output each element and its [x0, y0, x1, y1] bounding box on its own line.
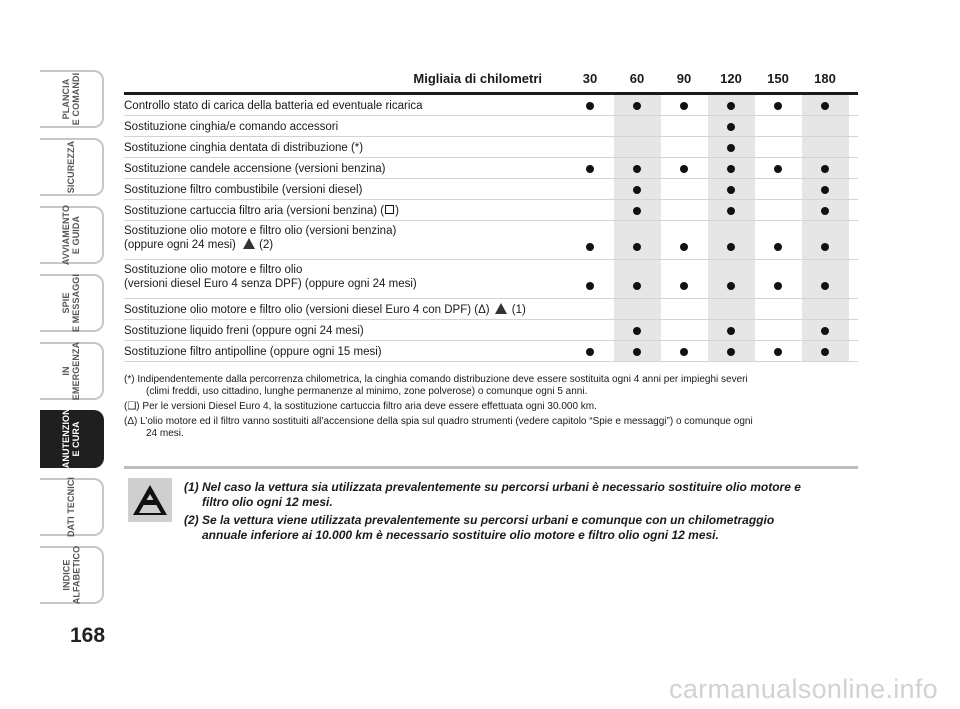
warning-text: (1) Nel caso la vettura sia utilizzata prevalentemente su percorsi urbani è necessario sostituire olio motore e: [184, 480, 801, 494]
service-mark: [727, 243, 735, 251]
table-row: [124, 320, 858, 341]
service-mark: [727, 282, 735, 290]
column-shade: [708, 299, 755, 319]
row-text-line: Sostituzione olio motore e filtro olio (versioni diesel Euro 4 con DPF) (Δ): [124, 304, 490, 316]
footnote: [124, 416, 858, 440]
tab-dati-tecnici[interactable]: [40, 478, 104, 536]
table-row: [124, 95, 858, 116]
warning-text: filtro olio ogni 12 mesi.: [202, 495, 333, 509]
km-column-header: 150: [767, 71, 789, 86]
row-description: [124, 141, 564, 155]
tab-label: SPIE E MESSAGGI: [60, 273, 81, 333]
service-mark: [633, 207, 641, 215]
column-shade: [802, 260, 849, 298]
km-column-header: 30: [582, 71, 598, 86]
service-mark: [586, 165, 594, 173]
row-text-line: Controllo stato di carica della batteria ed eventuale ricarica: [124, 100, 423, 112]
row-text-line: Sostituzione filtro combustibile (versioni diesel): [124, 184, 363, 196]
footnotes: [124, 374, 858, 443]
row-text-line: Sostituzione olio motore e filtro olio: [124, 264, 303, 276]
service-mark: [821, 327, 829, 335]
service-mark: [727, 207, 735, 215]
tab-manutenzione-cura[interactable]: [40, 402, 104, 476]
km-column-header: 90: [676, 71, 692, 86]
warning-text: (2) Se la vettura viene utilizzata prevalentemente su percorsi urbani e comunque con un chilometraggio: [184, 513, 775, 527]
service-mark: [680, 282, 688, 290]
service-mark: [774, 348, 782, 356]
row-text-line: Sostituzione olio motore e filtro olio (versioni benzina): [124, 225, 397, 237]
row-description: [124, 162, 564, 176]
air-filter-symbol-icon: [385, 205, 394, 214]
tab-label: AVVIAMENTO E GUIDA: [61, 204, 81, 266]
oil-warning-icon: [243, 238, 255, 249]
column-shade: [614, 260, 661, 298]
row-description: [124, 303, 564, 317]
table-row: [124, 137, 858, 158]
row-description: [124, 263, 564, 291]
row-description: [124, 204, 564, 218]
row-description: [124, 120, 564, 134]
km-column-header: 180: [814, 71, 836, 86]
service-mark: [821, 165, 829, 173]
tab-label: MANUTENZIONE E CURA: [61, 402, 82, 476]
tab-label: DATI TECNICI: [66, 476, 76, 538]
service-mark: [774, 282, 782, 290]
tab-plancia-comandi[interactable]: [40, 70, 104, 128]
footnote: [124, 374, 858, 398]
tab-sicurezza[interactable]: [40, 138, 104, 196]
column-shade: [614, 299, 661, 319]
service-mark: [586, 348, 594, 356]
tab-label: IN EMERGENZA: [61, 341, 81, 401]
row-text-line: Sostituzione cinghia dentata di distribuzione (*): [124, 142, 364, 154]
table-row: [124, 116, 858, 137]
column-shade: [708, 260, 755, 298]
row-text-line: Sostituzione filtro antipolline (oppure ogni 15 mesi): [124, 346, 382, 358]
tab-in-emergenza[interactable]: [40, 342, 104, 400]
row-description: [124, 183, 564, 197]
service-mark: [821, 207, 829, 215]
row-text-line: Sostituzione candele accensione (versioni benzina): [124, 163, 386, 175]
service-mark: [633, 165, 641, 173]
service-mark: [633, 327, 641, 335]
row-text-line: Sostituzione cinghia/e comando accessori: [124, 121, 339, 133]
service-mark: [680, 165, 688, 173]
warning-notes: [184, 480, 854, 546]
column-shade: [708, 221, 755, 259]
row-description: [124, 324, 564, 338]
tab-label: INDICE ALFABETICO: [61, 545, 81, 605]
watermark: carmanualsonline.info: [669, 674, 938, 704]
km-column-header: 120: [720, 71, 742, 86]
warning-note: [184, 513, 854, 543]
service-mark: [586, 102, 594, 110]
column-shade: [802, 221, 849, 259]
footnote-text: 24 mesi.: [146, 428, 184, 439]
row-text-line: Sostituzione liquido freni (oppure ogni 24 mesi): [124, 325, 364, 337]
column-shade: [802, 116, 849, 136]
table-row: [124, 341, 858, 362]
service-mark: [680, 348, 688, 356]
tab-label: PLANCIA E COMANDI: [61, 72, 81, 126]
row-description: [124, 99, 564, 113]
service-mark: [586, 243, 594, 251]
service-mark: [727, 102, 735, 110]
service-mark: [774, 243, 782, 251]
service-mark: [586, 282, 594, 290]
column-shade: [802, 137, 849, 157]
footnote: [124, 401, 858, 413]
tab-label: SICUREZZA: [66, 140, 76, 194]
service-mark: [727, 348, 735, 356]
row-text-suffix: (1): [508, 304, 526, 316]
service-mark: [727, 123, 735, 131]
service-mark: [680, 243, 688, 251]
table-header: [124, 68, 858, 95]
km-column-header: 60: [629, 71, 645, 86]
service-mark: [774, 165, 782, 173]
tab-indice-alfabetico[interactable]: [40, 546, 104, 604]
page-number: 168: [70, 624, 106, 647]
header-label: Migliaia di chilometri: [413, 71, 542, 86]
row-description: [124, 224, 564, 252]
service-mark: [633, 186, 641, 194]
footnote-text: (Δ) L’olio motore ed il filtro vanno sostituiti all’accensione della spia sul quadro strumenti (vedere capitolo “Spie e messaggi”) o comunque ogni: [124, 416, 753, 427]
service-mark: [774, 102, 782, 110]
footnote-text: (*) Indipendentemente dalla percorrenza chilometrica, la cinghia comando distribuzione deve essere sostituita ogni 4 anni per impieghi severi: [124, 374, 748, 385]
service-mark: [821, 282, 829, 290]
service-mark: [727, 144, 735, 152]
tab-spie-messaggi[interactable]: [40, 274, 104, 332]
table-row: [124, 221, 858, 260]
service-mark: [680, 102, 688, 110]
row-description: [124, 345, 564, 359]
service-mark: [633, 243, 641, 251]
column-shade: [614, 221, 661, 259]
service-mark: [727, 327, 735, 335]
maintenance-table: [124, 68, 858, 362]
service-mark: [633, 348, 641, 356]
column-shade: [614, 137, 661, 157]
warning-text: annuale inferiore ai 10.000 km è necessario sostituire olio motore e filtro olio ogni 12 mesi.: [202, 528, 719, 542]
service-mark: [727, 186, 735, 194]
oil-warning-icon: [495, 303, 507, 314]
divider: [124, 466, 858, 469]
footnote-text: (❑) Per le versioni Diesel Euro 4, la sostituzione cartuccia filtro aria deve essere effettuata ogni 30.000 km.: [124, 401, 597, 412]
row-text-line: (oppure ogni 24 mesi) (2): [124, 239, 274, 251]
tab-avviamento-guida[interactable]: [40, 206, 104, 264]
service-mark: [633, 282, 641, 290]
table-row: [124, 200, 858, 221]
column-shade: [802, 299, 849, 319]
warning-note: [184, 480, 854, 510]
table-row: [124, 158, 858, 179]
table-row: [124, 299, 858, 320]
row-text-line: Sostituzione cartuccia filtro aria (versioni benzina) (: [124, 205, 385, 217]
row-text-line: (versioni diesel Euro 4 senza DPF) (oppure ogni 24 mesi): [124, 278, 417, 290]
footnote-text: (climi freddi, uso cittadino, lunghe permanenze al minimo, zone polverose) o comunque ogni 5 anni.: [146, 386, 588, 397]
table-body: [124, 95, 858, 362]
service-mark: [821, 186, 829, 194]
warning-icon: [128, 478, 172, 522]
service-mark: [821, 102, 829, 110]
row-text-suffix: ): [395, 205, 399, 217]
column-shade: [614, 116, 661, 136]
service-mark: [821, 348, 829, 356]
service-mark: [633, 102, 641, 110]
service-mark: [727, 165, 735, 173]
table-row: [124, 179, 858, 200]
service-mark: [821, 243, 829, 251]
table-row: [124, 260, 858, 299]
